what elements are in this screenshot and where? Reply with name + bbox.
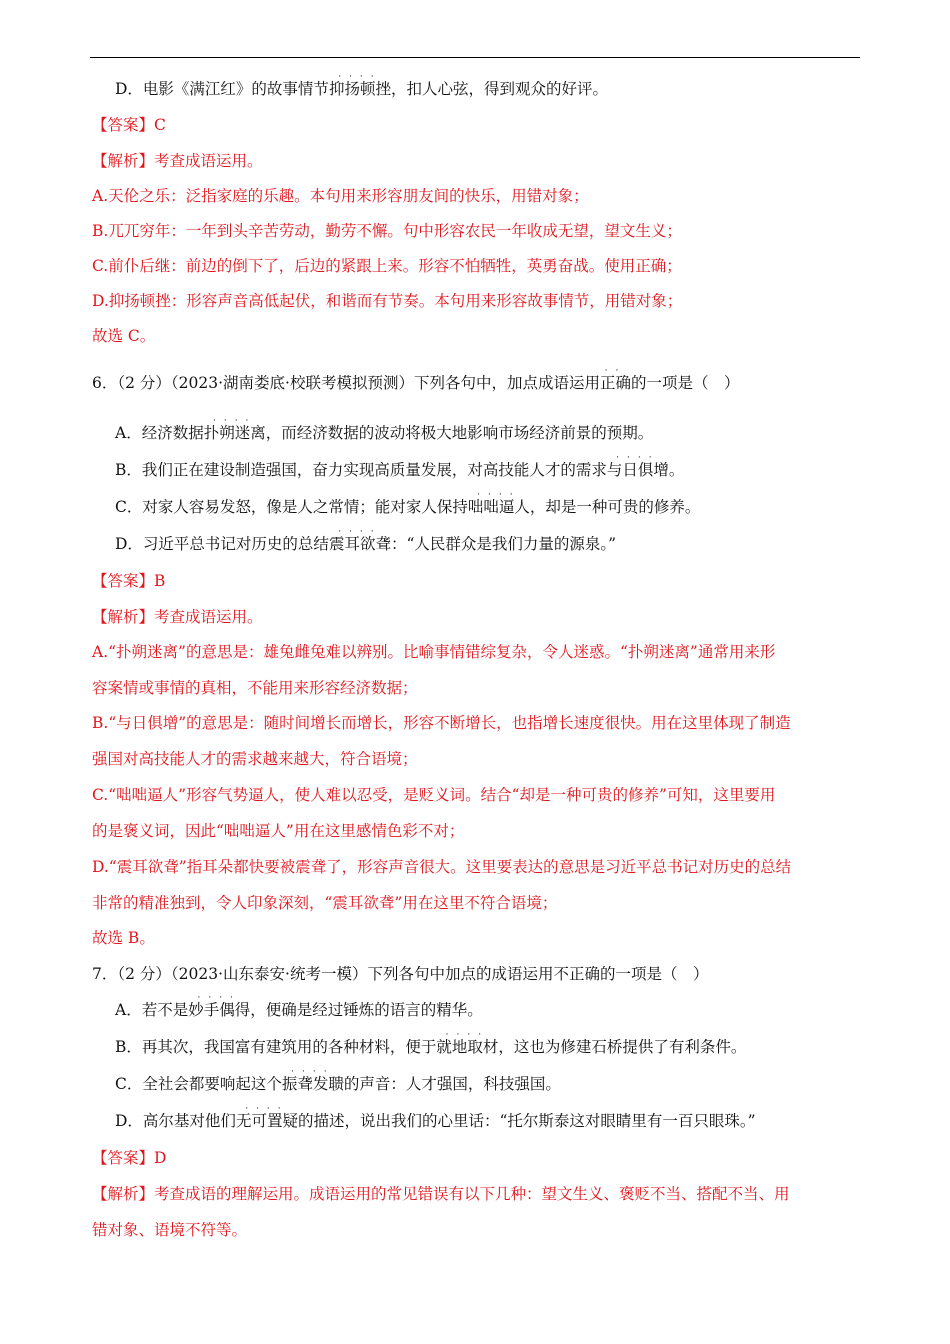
q7-analysis-2: 错对象、语境不符等。 (92, 1221, 248, 1239)
header-rule (90, 57, 860, 58)
dotted-word: 正确 ·· (599, 366, 631, 392)
q6-analysis-d1: D.“震耳欲聋”指耳朵都快要被震聋了，形容声音很大。这里要表达的意思是习近平总书记对历史的总结 (92, 858, 792, 876)
q7-option-a: A．若不是妙手偶得 ···· ，便确是经过锤炼的语言的精华。 (115, 993, 483, 1019)
dotted-idiom: 振聋发聩 ···· (281, 1067, 344, 1093)
q6-option-a: A．经济数据扑朔迷离 ···· ，而经济数据的波动将极大地影响市场经济前景的预期。 (115, 416, 654, 442)
q6-analysis-a2: 容案情或事情的真相，不能用来形容经济数据； (92, 679, 418, 697)
q6-analysis-c1: C.“咄咄逼人”形容气势逼人，使人难以忍受，是贬义词。结合“却是一种可贵的修养”可知，这里要用 (92, 786, 776, 804)
q6-analysis-head: 【解析】考查成语运用。 (92, 608, 263, 626)
q5-conclusion: 故选 C。 (92, 327, 156, 345)
q6-answer: 【答案】B (92, 572, 166, 590)
dotted-idiom: 扑朔迷离 ···· (203, 416, 266, 442)
q7-option-c: C．全社会都要响起这个振聋发聩 ···· 的声音：人才强国，科技强国。 (115, 1067, 561, 1093)
q6-option-d: D．习近平总书记对历史的总结震耳欲聋 ···· ：“人民群众是我们力量的源泉。” (115, 527, 617, 553)
q5-answer: 【答案】C (92, 116, 166, 134)
q7-stem: 7．（2 分）（2023·山东泰安·统考一模）下列各句中加点的成语运用不正确的一项是（ ） (92, 965, 709, 983)
q7-option-d: D．高尔基对他们无可置疑 ···· 的描述，说出我们的心里话：“托尔斯泰这对眼睛里有一百只眼珠。” (115, 1104, 756, 1130)
q6-analysis-c2: 的是褒义词，因此“咄咄逼人”用在这里感情色彩不对； (92, 822, 465, 840)
q5-analysis-d: D.抑扬顿挫：形容声音高低起伏，和谐而有节奏。本句用来形容故事情节，用错对象； (92, 292, 683, 310)
q7-option-b: B．再其次，我国富有建筑用的各种材料，便于就地取材 ···· ，这也为修建石桥提供了有利条件。 (115, 1030, 747, 1056)
dotted-idiom: 妙手偶得 ···· (188, 993, 251, 1019)
q6-analysis-b1: B.“与日俱增”的意思是：随时间增长而增长，形容不断增长，也指增长速度很快。用在这里体现了制造 (92, 714, 791, 732)
dotted-idiom: 咄咄逼人 ···· (467, 490, 530, 516)
q6-option-b: B．我们正在建设制造强国，奋力实现高质量发展，对高技能人才的需求与日俱增 ···· 。 (115, 453, 685, 479)
option-text: ，扣人心弦，得到观众的好评。 (390, 80, 608, 98)
option-text: D．电影《满江红》的故事情节 (115, 80, 329, 98)
q6-analysis-d2: 非常的精准独到，令人印象深刻，“震耳欲聋”用在这里不符合语境； (92, 894, 558, 912)
q5-analysis-b: B.兀兀穷年：一年到头辛苦劳动，勤劳不懈。句中形容农民一年收成无望，望文生义； (92, 222, 682, 240)
q6-stem: 6．（2 分）（2023·湖南娄底·校联考模拟预测）下列各句中，加点成语运用正确 ·· 的一项是（ ） (92, 366, 740, 392)
dotted-idiom: 无可置疑 ···· (235, 1104, 298, 1130)
dotted-idiom: 就地取材 ···· (436, 1030, 499, 1056)
dotted-idiom: 抑扬顿挫 ···· (328, 72, 391, 98)
q6-analysis-a1: A.“扑朔迷离”的意思是：雄兔雌兔难以辨别。比喻事情错综复杂，令人迷惑。“扑朔迷离”通常用来形 (92, 643, 776, 661)
q5-analysis-head: 【解析】考查成语运用。 (92, 152, 263, 170)
q5-analysis-c: C.前仆后继：前边的倒下了，后边的紧跟上来。形容不怕牺牲，英勇奋战。使用正确； (92, 257, 682, 275)
q5-analysis-a: A.天伦之乐：泛指家庭的乐趣。本句用来形容朋友间的快乐，用错对象； (92, 187, 589, 205)
q7-answer: 【答案】D (92, 1149, 167, 1167)
dotted-idiom: 与日俱增 ···· (606, 453, 669, 479)
q7-analysis-1: 【解析】考查成语的理解运用。成语运用的常见错误有以下几种：望文生义、褒贬不当、搭配不当、用 (92, 1185, 790, 1203)
q6-analysis-b2: 强国对高技能人才的需求越来越大，符合语境； (92, 750, 418, 768)
q6-conclusion: 故选 B。 (92, 929, 155, 947)
dotted-idiom: 震耳欲聋 ···· (328, 527, 391, 553)
q6-option-c: C．对家人容易发怒，像是人之常情；能对家人保持咄咄逼人 ···· ，却是一种可贵的修养。 (115, 490, 701, 516)
q5-option-d (115, 72, 608, 99)
